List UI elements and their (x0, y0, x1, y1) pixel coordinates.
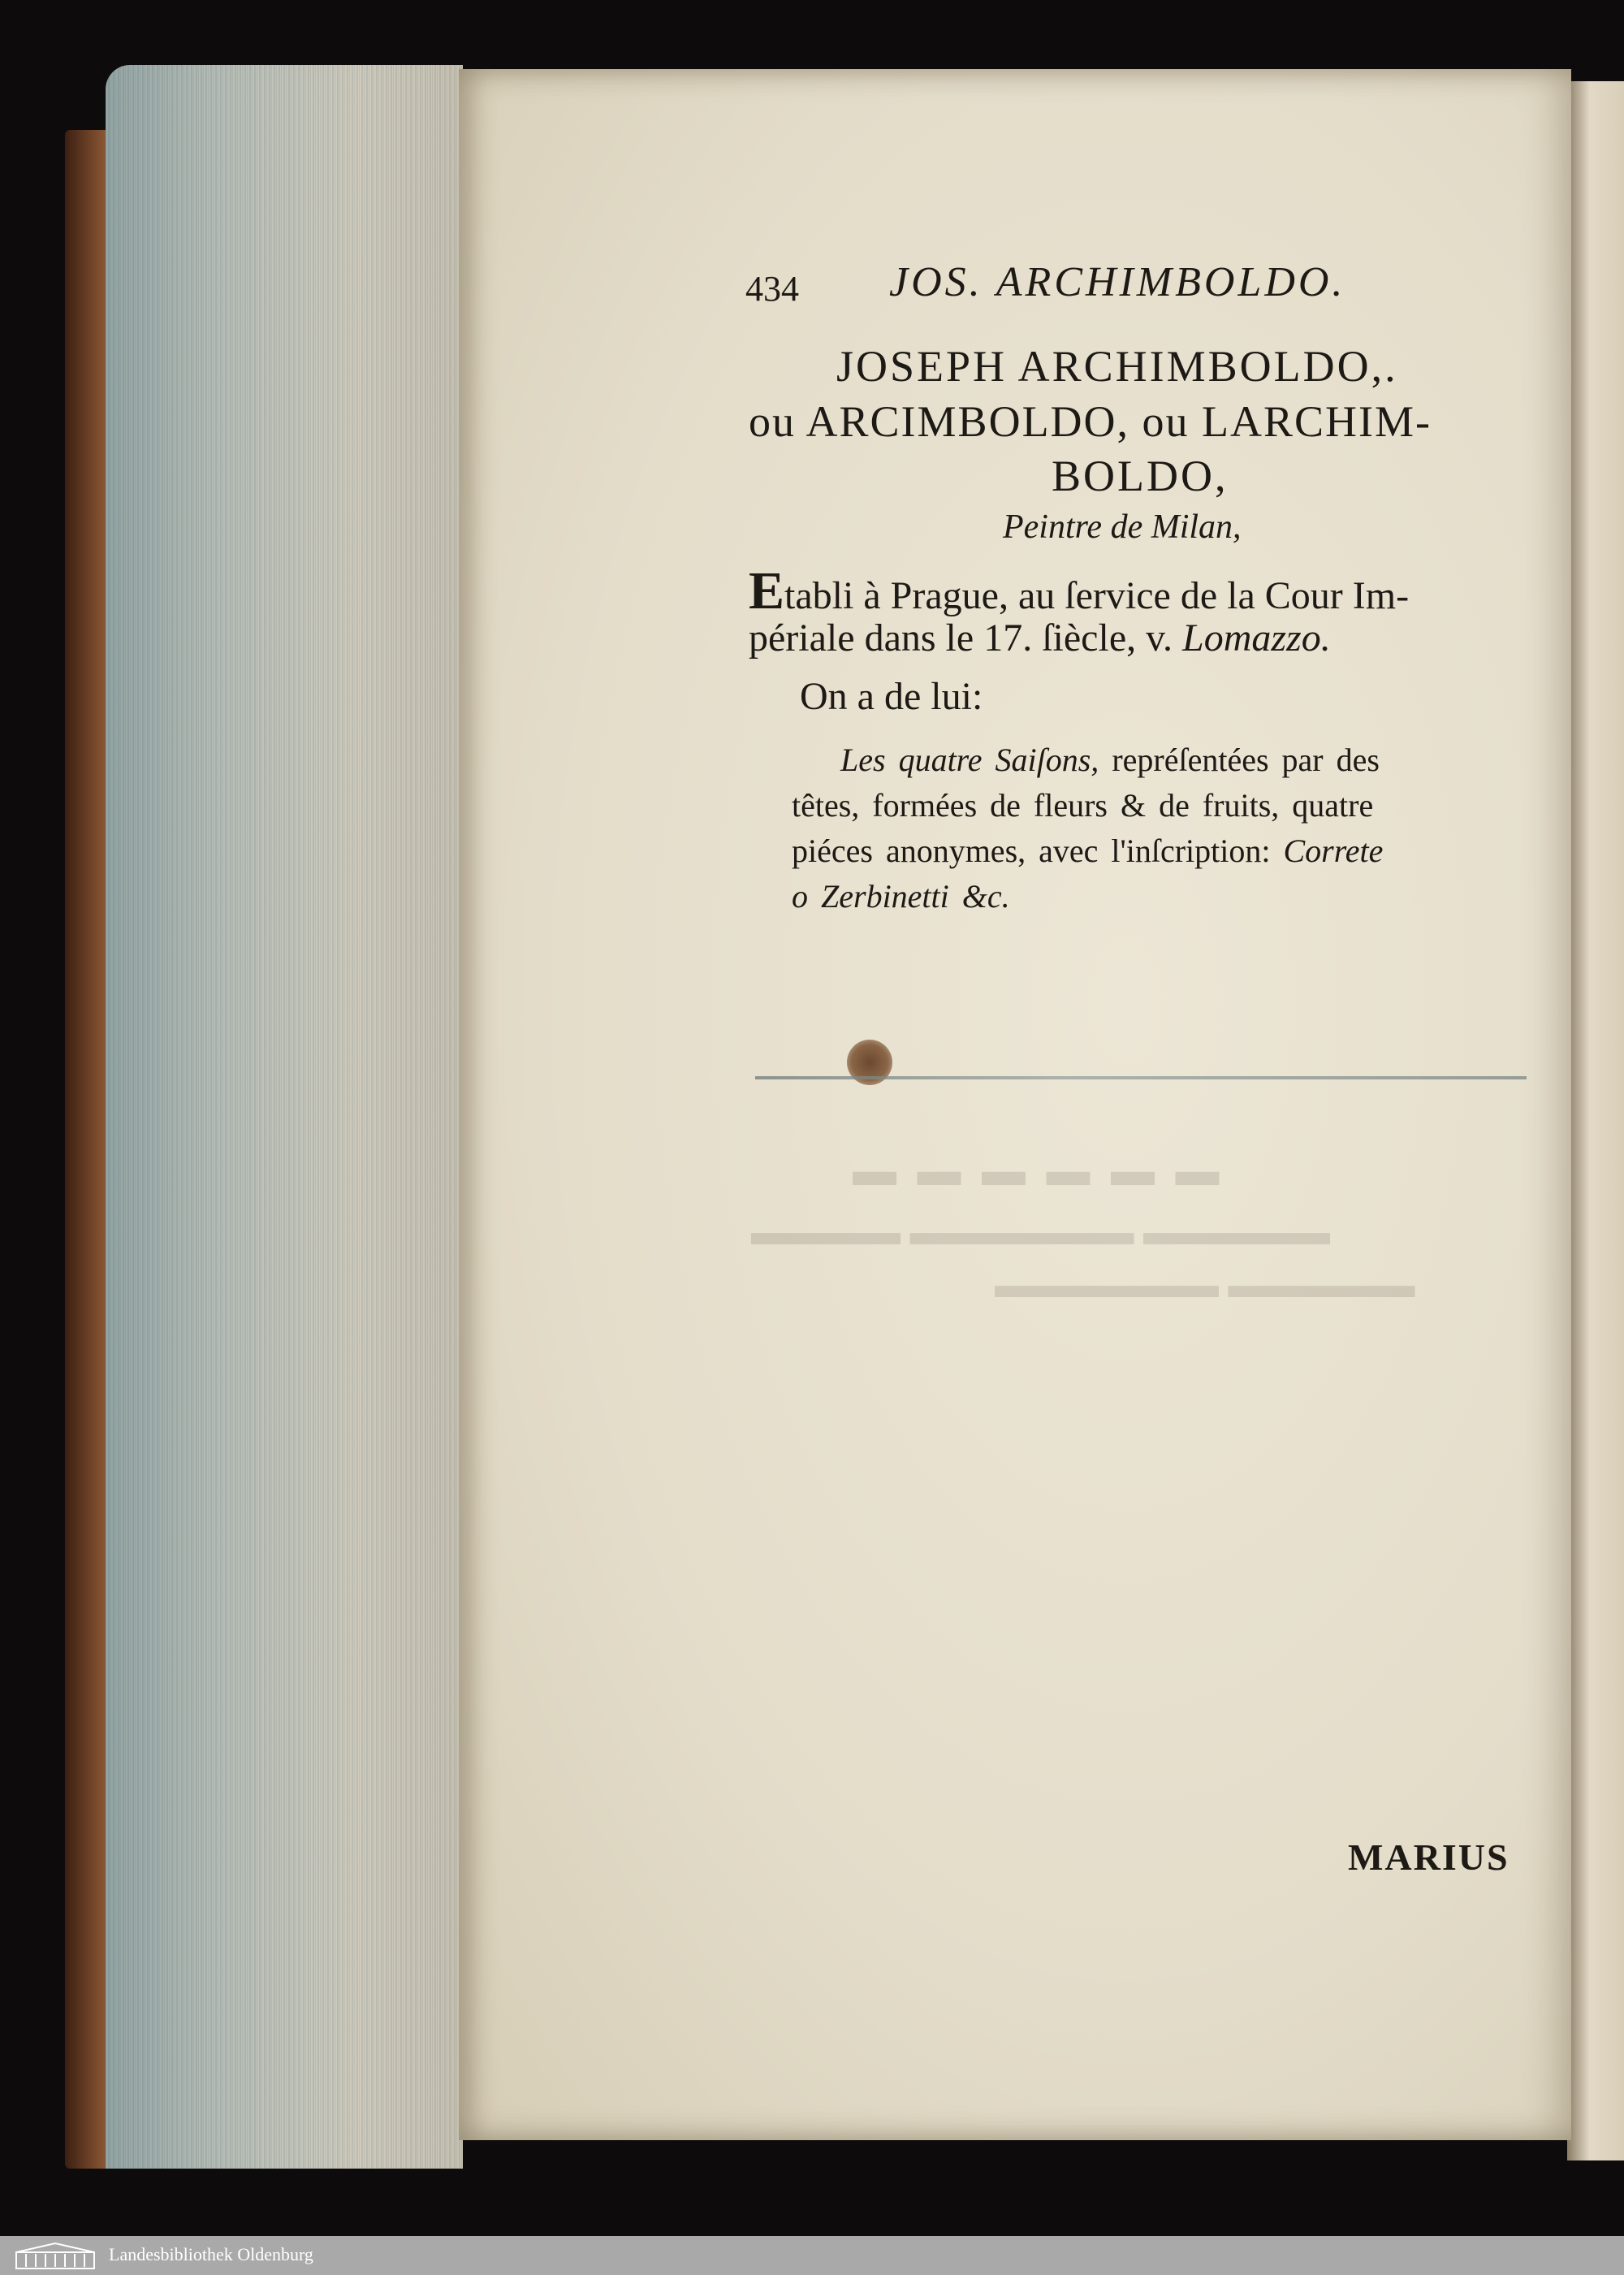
section-rule (755, 1076, 1527, 1079)
entry-heading-line-2: ou ARCIMBOLDO, ou LARCHIM- (749, 397, 1432, 446)
show-through-text: ▬▬▬▬ ▬▬▬▬▬▬ ▬▬▬▬▬ (751, 1211, 1330, 1252)
drop-cap: E (749, 561, 785, 621)
inscription-text: Correte (1283, 833, 1384, 869)
body-line-1 (749, 560, 1409, 622)
body-line-2-reference: Lomazzo. (1182, 616, 1331, 660)
facing-page-edge (1567, 81, 1624, 2160)
entry-subtitle: Peintre de Milan, (1003, 508, 1242, 546)
work-entry-line-3 (792, 832, 1383, 870)
catchword: MARIUS (1348, 1836, 1510, 1878)
body-line-2-text: périale dans le 17. ſiècle, v. (749, 616, 1182, 660)
entry-heading-line-1: JOSEPH ARCHIMBOLDO,. (836, 342, 1398, 391)
work-entry-line-2: têtes, formées de fleurs & de fruits, quatre (792, 787, 1374, 824)
show-through-text: ▬▬▬▬▬▬ ▬▬▬▬▬ (995, 1264, 1415, 1305)
page-number: 434 (745, 269, 799, 309)
library-building-icon (15, 2241, 96, 2270)
work-entry-line-1 (840, 741, 1380, 779)
work-entry-line-4: o Zerbinetti &c. (792, 878, 1010, 915)
library-footer (0, 2236, 1624, 2275)
body-line-1-text: tabli à Prague, au ſervice de la Cour Im- (784, 574, 1410, 617)
work-entry-line-1-text: repréſentées par des (1099, 742, 1380, 778)
work-title: Les quatre Saiſons, (840, 742, 1099, 778)
running-head: JOS. ARCHIMBOLDO. (889, 259, 1346, 305)
library-name: Landesbibliothek Oldenburg (109, 2244, 313, 2264)
show-through-text: ▬ ▬ ▬ ▬ ▬ ▬ (853, 1146, 1224, 1195)
body-line-3: On a de lui: (800, 675, 983, 718)
entry-heading-line-3: BOLDO, (1052, 452, 1229, 500)
page-edges (106, 65, 463, 2169)
work-entry-line-3-text: piéces anonymes, avec l'inſcription: (792, 833, 1284, 869)
body-line-2 (749, 616, 1331, 660)
